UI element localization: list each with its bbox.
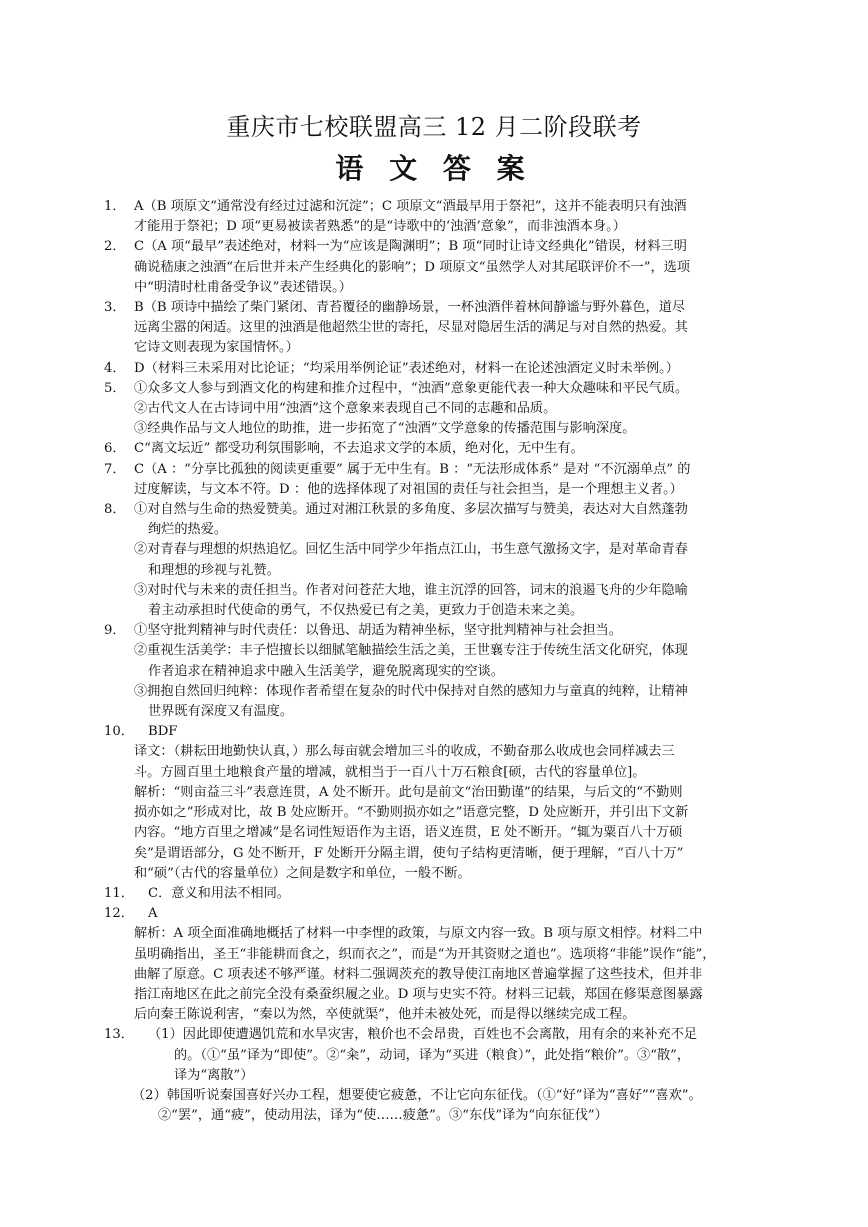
answer-line: 着主动承担时代使命的勇气，不仅热爱已有之美，更致力于创造未来之美。 bbox=[148, 603, 584, 619]
answer-line: 和“硕”（古代的容量单位）之间是数字和单位，一般不断。 bbox=[134, 865, 471, 881]
answer-item-1 bbox=[104, 197, 768, 237]
answer-line: 过度解读，与文本不符。D ：他的选择体现了对祖国的责任与社会担当，是一个理想主义者。） bbox=[134, 481, 683, 497]
question-number: 3． bbox=[104, 300, 126, 316]
answer-line: ①对自然与生命的热爱赞美。通过对湘江秋景的多角度、多层次描写与赞美，表达对大自然蓬勃 bbox=[134, 502, 688, 518]
answer-line: 损亦如之”形成对比，故 B 处应断开。“不勤则损亦如之”语意完整，D 处应断开，并引出下文新 bbox=[134, 805, 689, 821]
answer-item-11 bbox=[104, 884, 768, 904]
answer-line: C．意义和用法不相同。 bbox=[148, 885, 290, 901]
question-number: 12． bbox=[104, 906, 134, 922]
answer-line: C“离文坛近” 都受功利氛围影响，不去追求文学的本质，绝对化，无中生有。 bbox=[134, 441, 584, 457]
question-number: 2． bbox=[104, 239, 126, 255]
question-number: 8． bbox=[104, 502, 126, 518]
answer-item-9 bbox=[104, 621, 768, 722]
answer-line: C（A 项“最早”表述绝对，材料一为“应该是陶渊明”；B 项“同时让诗文经典化”错误，材料三明 bbox=[134, 239, 687, 255]
question-number: 4． bbox=[104, 360, 126, 376]
answer-line: 译文：（耕耘田地勤快认真，）那么每亩就会增加三斗的收成，不勤奋那么收成也会同样减去三 bbox=[134, 744, 675, 760]
answer-list bbox=[104, 197, 768, 1126]
question-number: 1． bbox=[104, 199, 126, 214]
answer-line: B（B 项诗中描绘了柴门紧闭、青苔覆径的幽静场景，一杯浊酒伴着林间静谧与野外暮色，道尽 bbox=[134, 300, 686, 316]
answer-explanation-10 bbox=[104, 742, 768, 883]
question-number: 7． bbox=[104, 461, 126, 477]
answer-item-13 bbox=[104, 1025, 768, 1086]
answer-line: ①坚守批判精神与时代责任：以鲁迅、胡适为精神坐标，坚守批判精神与社会担当。 bbox=[134, 623, 622, 639]
answer-line: 才能用于祭祀；D 项“更易被读者熟悉”的是“诗歌中的‘浊酒’意象”，而非浊酒本身。） bbox=[134, 219, 626, 235]
question-number: 6． bbox=[104, 441, 126, 457]
sub-answer-2-first-line bbox=[132, 1086, 768, 1106]
answer-explanation-12 bbox=[104, 924, 768, 1025]
answer-line: 韩国听说秦国喜好兴办工程，想要使它疲惫，不让它向东征伐。（①“好”译为“喜好”“喜欢”。 bbox=[166, 1087, 702, 1103]
answer-line: ②重视生活美学：丰子恺擅长以细腻笔触描绘生活之美，王世襄专注于传统生活文化研究，体现 bbox=[134, 643, 688, 659]
answer-item-10 bbox=[104, 722, 768, 742]
answer-line: D（材料三未采用对比论证；“均采用举例论证”表述绝对，材料一在论述浊酒定义时未举例。） bbox=[134, 360, 679, 376]
answer-line: 的。（①“虽”译为“即使”。②“籴”，动词，译为“买进（粮食）”，此处指“粮价”。③“散”， bbox=[174, 1047, 691, 1063]
answer-line: 虽明确指出，圣王“非能耕而食之，织而衣之”，而是“为开其资财之道也”。选项将“非能”误作“能”， bbox=[134, 946, 716, 962]
answer-line: ②“罢”，通“疲”，使动用法，译为“使……疲惫”。③“东伐”译为“向东征伐”） bbox=[158, 1108, 608, 1124]
answer-line: 和理想的珍视与礼赞。 bbox=[148, 562, 280, 578]
answer-line: ③对时代与未来的责任担当。作者对问苍茫大地，谁主沉浮的回答，词末的浪遏飞舟的少年隐喻 bbox=[134, 582, 688, 598]
answer-choice: A bbox=[148, 906, 158, 922]
answer-line: 解析：A 项全面准确地概括了材料一中李悝的政策，与原文内容一致。B 项与原文相悖。材料二中 bbox=[134, 926, 703, 942]
answer-line: 内容。“地方百里之增减”是名词性短语作为主语，语义连贯，E 处不断开。“辄为粟百八十万硕 bbox=[134, 825, 683, 841]
answer-line: C（A ：“分享比孤独的阅读更重要” 属于无中生有。B ：“无法形成体系” 是对 “不沉溺单点” 的 bbox=[134, 461, 691, 477]
sub-answer-label: （2） bbox=[132, 1087, 167, 1103]
question-number: 11． bbox=[104, 885, 134, 901]
answer-line: 译为“离散”） bbox=[174, 1067, 254, 1083]
sub-answer-2 bbox=[104, 1086, 768, 1126]
exam-title: 重庆市七校联盟高三 12 月二阶段联考 bbox=[226, 113, 642, 141]
answer-item-3 bbox=[104, 298, 768, 359]
answer-line: 后向秦王陈说利害，“秦以为然，卒使就渠”，他并未被处死，而是得以继续完成工程。 bbox=[134, 1007, 636, 1023]
answer-line: 指江南地区在此之前完全没有桑蚕织履之业。D 项与史实不符。材料三记载，郑国在修渠意图暴露 bbox=[134, 986, 703, 1002]
answer-item-5 bbox=[104, 379, 768, 440]
answer-line: 它诗文则表现为家国情怀。） bbox=[134, 340, 299, 356]
answer-line: 中“明清时杜甫备受争议”表述错误。） bbox=[134, 279, 352, 295]
answer-line: 因此即使遭遇饥荒和水旱灾害，粮价也不会昂贵，百姓也不会离散，用有余的来补充不足 bbox=[182, 1027, 698, 1043]
question-number: 10． bbox=[104, 724, 134, 740]
answer-line: 曲解了原意。C 项表述不够严谨。材料二强调茨充的教导使江南地区普遍掌握了这些技术，但并非 bbox=[134, 966, 703, 982]
sub-answer-label: （1） bbox=[148, 1027, 183, 1043]
answer-choice: BDF bbox=[148, 724, 178, 740]
answer-line: 作者追求在精神追求中融入生活美学，避免脱离现实的空谈。 bbox=[148, 663, 505, 679]
answer-heading: 语 文 答 案 bbox=[335, 152, 533, 185]
answer-line: ②古代文人在古诗词中用“浊酒”这个意象来表现自己不同的志趣和品质。 bbox=[134, 401, 557, 417]
answer-line: 远离尘嚣的闲适。这里的浊酒是他超然尘世的寄托，尽显对隐居生活的满足与对自然的热爱。其 bbox=[134, 320, 688, 336]
answer-line: ②对青春与理想的炽热追忆。回忆生活中同学少年指点江山，书生意气激扬文字，是对革命青春 bbox=[134, 542, 688, 558]
answer-line: 斗。方圆百里土地粮食产量的增减，就相当于一百八十万石粮食[硕，古代的容量单位]。 bbox=[134, 764, 646, 780]
answer-line: A（B 项原文“通常没有经过过滤和沉淀”；C 项原文“酒最早用于祭祀”，这并不能表明只有浊酒 bbox=[134, 199, 687, 214]
answer-line: ①众多文人参与到酒文化的构建和推介过程中，“浊酒”意象更能代表一种大众趣味和平民气质。 bbox=[134, 380, 689, 396]
answer-line: 解析：“则亩益三斗”表意连贯，A 处不断开。此句是前文“治田勤谨”的结果，与后文的“不勤则 bbox=[134, 784, 683, 800]
question-number: 5． bbox=[104, 380, 126, 396]
answer-item-6 bbox=[104, 439, 768, 459]
answer-item-7 bbox=[104, 460, 768, 500]
answer-item-4 bbox=[104, 359, 768, 379]
answer-item-8 bbox=[104, 500, 768, 621]
answer-line: ③拥抱自然回归纯粹：体现作者希望在复杂的时代中保持对自然的感知力与童真的纯粹，让精神 bbox=[134, 683, 688, 699]
answer-line: 绚烂的热爱。 bbox=[148, 522, 228, 538]
answer-line: 世界既有深度又有温度。 bbox=[148, 704, 294, 720]
answer-item-2 bbox=[104, 237, 768, 298]
answer-item-12 bbox=[104, 904, 768, 924]
answer-line: 矣”是谓语部分，G 处不断开，F 处断开分隔主谓，使句子结构更清晰，便于理解，“百八十万” bbox=[134, 845, 684, 861]
answer-line: 确说嵇康之浊酒“在后世并未产生经典化的影响”；D 项原文“虽然学人对其尾联评价不一”，选项 bbox=[134, 259, 691, 275]
answer-line: ③经典作品与文人地位的助推，进一步拓宽了“浊酒”文学意象的传播范围与影响深度。 bbox=[134, 421, 636, 437]
question-number: 13． bbox=[104, 1027, 134, 1043]
question-number: 9． bbox=[104, 623, 126, 639]
sub-answer-1 bbox=[148, 1025, 768, 1045]
